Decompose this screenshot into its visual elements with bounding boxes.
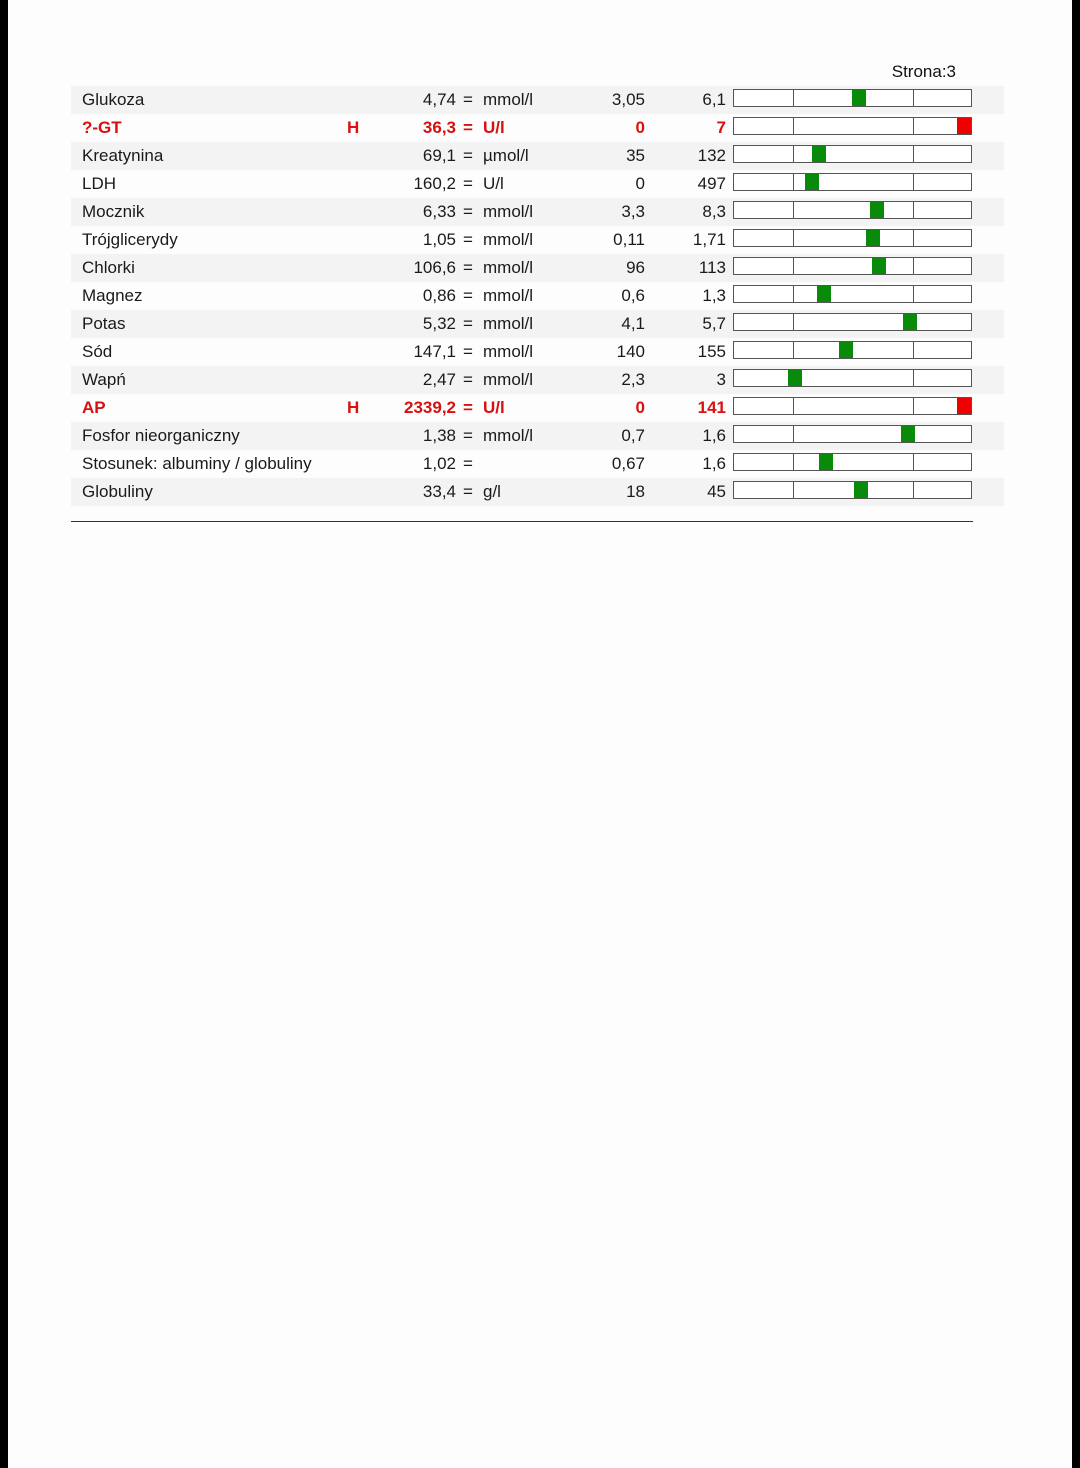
- reference-range-bar: [733, 173, 972, 191]
- test-name: Fosfor nieorganiczny: [82, 426, 240, 445]
- reference-min: 96: [626, 258, 645, 277]
- result-unit: mmol/l: [483, 370, 534, 389]
- reference-max: 497: [697, 174, 726, 193]
- result-value: 1,38: [422, 426, 456, 445]
- table-row: [71, 450, 1004, 478]
- result-unit: U/l: [483, 118, 505, 137]
- page-number: Strona:3: [891, 62, 956, 81]
- result-value: 6,33: [422, 202, 456, 221]
- reference-range-bar: [733, 257, 972, 275]
- result-marker: [872, 258, 886, 274]
- table-bottom-rule: [71, 521, 973, 522]
- equals-sign: =: [463, 286, 473, 305]
- result-value: 2,47: [422, 370, 456, 389]
- equals-sign: =: [463, 482, 473, 501]
- result-marker: [812, 146, 826, 162]
- equals-sign: =: [463, 426, 473, 445]
- test-name: Trójglicerydy: [82, 230, 178, 249]
- reference-max: 5,7: [702, 314, 726, 333]
- equals-sign: =: [463, 118, 473, 137]
- table-row: [71, 338, 1004, 366]
- test-name: ?-GT: [82, 118, 122, 137]
- reference-min: 0,6: [621, 286, 645, 305]
- reference-range-bar: [733, 229, 972, 247]
- range-boundary-tick: [913, 286, 914, 302]
- equals-sign: =: [463, 398, 473, 417]
- reference-range-bar: [733, 481, 972, 499]
- equals-sign: =: [463, 342, 473, 361]
- reference-min: 0,11: [613, 230, 645, 249]
- range-boundary-tick: [793, 314, 794, 330]
- result-marker: [854, 482, 868, 498]
- table-row: [71, 170, 1004, 198]
- result-unit: mmol/l: [483, 230, 534, 249]
- equals-sign: =: [463, 258, 473, 277]
- reference-min: 4,1: [621, 314, 645, 333]
- table-row: [71, 142, 1004, 170]
- result-marker: [866, 230, 880, 246]
- table-row: [71, 114, 1004, 142]
- result-marker: [903, 314, 917, 330]
- range-boundary-tick: [793, 118, 794, 134]
- range-boundary-tick: [793, 342, 794, 358]
- equals-sign: =: [463, 314, 473, 333]
- test-name: LDH: [82, 174, 117, 193]
- table-row: [71, 310, 1004, 338]
- result-unit: U/l: [483, 398, 505, 417]
- result-unit: µmol/l: [483, 146, 529, 165]
- abnormal-flag: H: [347, 398, 360, 417]
- range-boundary-tick: [793, 426, 794, 442]
- range-boundary-tick: [793, 286, 794, 302]
- equals-sign: =: [463, 146, 473, 165]
- result-marker: [805, 174, 819, 190]
- result-unit: mmol/l: [483, 286, 534, 305]
- table-row: [71, 198, 1004, 226]
- range-boundary-tick: [793, 230, 794, 246]
- reference-min: 0: [635, 174, 645, 193]
- range-boundary-tick: [913, 202, 914, 218]
- reference-min: 0: [635, 118, 645, 137]
- reference-range-bar: [733, 201, 972, 219]
- result-marker: [839, 342, 853, 358]
- result-value: 69,1: [422, 146, 456, 165]
- reference-range-bar: [733, 453, 972, 471]
- result-value: 0,86: [422, 286, 456, 305]
- range-boundary-tick: [913, 146, 914, 162]
- reference-min: 2,3: [621, 370, 645, 389]
- result-marker: [957, 398, 971, 414]
- range-boundary-tick: [913, 342, 914, 358]
- test-name: Wapń: [82, 370, 126, 389]
- reference-max: 141: [697, 398, 726, 417]
- result-unit: g/l: [483, 482, 501, 501]
- range-boundary-tick: [913, 398, 914, 414]
- table-row: [71, 226, 1004, 254]
- reference-min: 35: [626, 146, 645, 165]
- reference-max: 132: [697, 146, 726, 165]
- range-boundary-tick: [793, 482, 794, 498]
- result-value: 106,6: [413, 258, 456, 277]
- range-boundary-tick: [793, 454, 794, 470]
- test-name: Mocznik: [82, 202, 145, 221]
- result-value: 33,4: [422, 482, 456, 501]
- abnormal-flag: H: [347, 118, 360, 137]
- reference-max: 3: [716, 370, 726, 389]
- reference-min: 0,7: [621, 426, 645, 445]
- range-boundary-tick: [793, 258, 794, 274]
- reference-max: 1,71: [692, 230, 726, 249]
- equals-sign: =: [463, 174, 473, 193]
- table-row: [71, 282, 1004, 310]
- reference-range-bar: [733, 397, 972, 415]
- equals-sign: =: [463, 90, 473, 109]
- range-boundary-tick: [913, 230, 914, 246]
- range-boundary-tick: [913, 90, 914, 106]
- equals-sign: =: [463, 370, 473, 389]
- reference-max: 8,3: [702, 202, 726, 221]
- reference-range-bar: [733, 145, 972, 163]
- table-row: [71, 422, 1004, 450]
- equals-sign: =: [463, 230, 473, 249]
- result-marker: [852, 90, 866, 106]
- reference-min: 18: [626, 482, 645, 501]
- result-unit: U/l: [483, 174, 504, 193]
- reference-range-bar: [733, 285, 972, 303]
- table-row: [71, 478, 1004, 506]
- result-value: 160,2: [413, 174, 456, 193]
- range-boundary-tick: [913, 370, 914, 386]
- table-row: [71, 366, 1004, 394]
- reference-min: 3,05: [611, 90, 645, 109]
- test-name: Potas: [82, 314, 126, 333]
- result-unit: mmol/l: [483, 342, 534, 361]
- range-boundary-tick: [913, 118, 914, 134]
- result-marker: [788, 370, 802, 386]
- result-value: 5,32: [422, 314, 456, 333]
- reference-range-bar: [733, 89, 972, 107]
- report-page: [8, 0, 1072, 1468]
- reference-min: 3,3: [621, 202, 645, 221]
- range-boundary-tick: [913, 454, 914, 470]
- result-marker: [957, 118, 971, 134]
- range-boundary-tick: [793, 202, 794, 218]
- reference-range-bar: [733, 425, 972, 443]
- result-unit: mmol/l: [483, 314, 534, 333]
- result-unit: mmol/l: [483, 426, 534, 445]
- equals-sign: =: [463, 202, 473, 221]
- range-boundary-tick: [913, 174, 914, 190]
- range-boundary-tick: [793, 146, 794, 162]
- range-boundary-tick: [793, 174, 794, 190]
- result-marker: [819, 454, 833, 470]
- equals-sign: =: [463, 454, 473, 473]
- reference-range-bar: [733, 313, 972, 331]
- range-boundary-tick: [913, 482, 914, 498]
- test-name: Sód: [82, 342, 113, 361]
- reference-max: 45: [707, 482, 726, 501]
- reference-max: 7: [716, 118, 726, 137]
- test-name: Globuliny: [82, 482, 153, 501]
- result-unit: mmol/l: [483, 90, 534, 109]
- results-table: [71, 86, 1004, 506]
- reference-range-bar: [733, 117, 972, 135]
- result-marker: [901, 426, 915, 442]
- table-row: [71, 394, 1004, 422]
- result-value: 1,02: [422, 454, 456, 473]
- reference-max: 1,3: [702, 286, 726, 305]
- reference-max: 155: [697, 342, 726, 361]
- reference-min: 0,67: [611, 454, 645, 473]
- test-name: AP: [82, 398, 106, 417]
- result-unit: mmol/l: [483, 258, 534, 277]
- reference-range-bar: [733, 341, 972, 359]
- reference-min: 140: [616, 342, 645, 361]
- result-value: 1,05: [422, 230, 456, 249]
- range-boundary-tick: [793, 398, 794, 414]
- result-value: 2339,2: [404, 398, 456, 417]
- result-value: 4,74: [422, 90, 456, 109]
- result-value: 147,1: [413, 342, 456, 361]
- result-marker: [870, 202, 884, 218]
- test-name: Magnez: [82, 286, 143, 305]
- reference-max: 1,6: [702, 426, 726, 445]
- reference-min: 0: [635, 398, 645, 417]
- result-value: 36,3: [422, 118, 456, 137]
- range-boundary-tick: [913, 258, 914, 274]
- table-row: [71, 86, 1004, 114]
- reference-max: 113: [698, 258, 726, 277]
- result-marker: [817, 286, 831, 302]
- reference-range-bar: [733, 369, 972, 387]
- reference-max: 6,1: [702, 90, 726, 109]
- result-unit: mmol/l: [483, 202, 534, 221]
- reference-max: 1,6: [702, 454, 726, 473]
- test-name: Stosunek: albuminy / globuliny: [82, 454, 312, 473]
- test-name: Glukoza: [82, 90, 145, 109]
- range-boundary-tick: [793, 90, 794, 106]
- test-name: Kreatynina: [82, 146, 164, 165]
- table-row: [71, 254, 1004, 282]
- test-name: Chlorki: [82, 258, 135, 277]
